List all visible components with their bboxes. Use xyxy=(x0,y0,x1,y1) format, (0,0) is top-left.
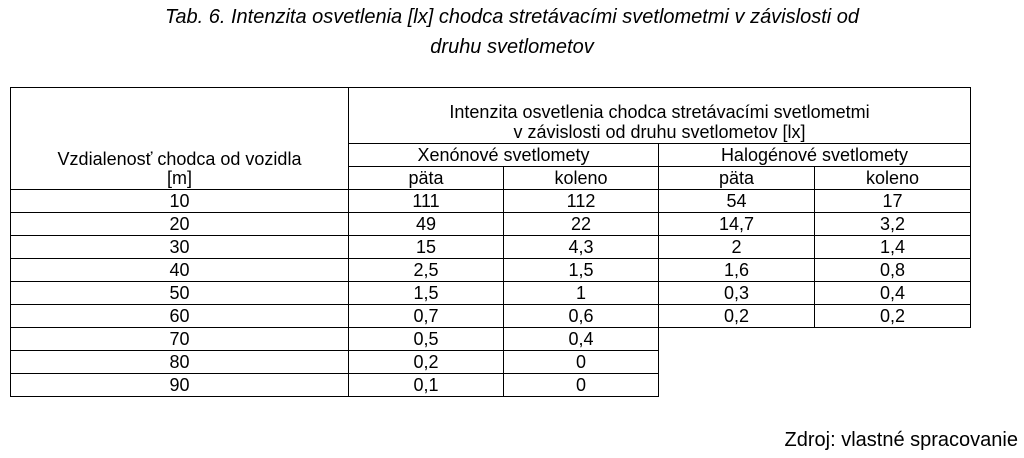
xenon-heel-cell: 0,5 xyxy=(349,328,504,351)
halogen-knee-cell: 0,4 xyxy=(815,282,971,305)
distance-cell: 10 xyxy=(11,190,349,213)
table-row xyxy=(11,190,971,213)
distance-cell: 30 xyxy=(11,236,349,259)
xenon-heel-cell: 2,5 xyxy=(349,259,504,282)
caption-line-1: Tab. 6. Intenzita osvetlenia [lx] chodca stretávacími svetlometmi v závislosti od xyxy=(164,6,859,28)
halogen-knee-cell: 0,8 xyxy=(815,259,971,282)
header-row-1 xyxy=(11,88,971,144)
xenon-knee-cell: 0,6 xyxy=(504,305,659,328)
halogen-knee-cell: 3,2 xyxy=(815,213,971,236)
distance-cell: 60 xyxy=(11,305,349,328)
distance-cell: 50 xyxy=(11,282,349,305)
empty-cell xyxy=(659,328,971,351)
intensity-header-line-2: v závislosti od druhu svetlometov [lx] xyxy=(513,122,806,142)
table-row xyxy=(11,213,971,236)
source-note: Zdroj: vlastné spracovanie xyxy=(784,429,1018,451)
header-row-2 xyxy=(11,144,971,167)
distance-cell: 40 xyxy=(11,259,349,282)
subheader-xenon-heel: päta xyxy=(349,167,504,190)
table-row xyxy=(11,328,971,351)
xenon-heel-cell: 0,7 xyxy=(349,305,504,328)
empty-cell xyxy=(659,374,971,397)
table-row xyxy=(11,236,971,259)
distance-cell: 70 xyxy=(11,328,349,351)
intensity-header-line-1: Intenzita osvetlenia chodca stretávacími svetlometmi xyxy=(449,102,870,122)
caption-line-2: druhu svetlometov xyxy=(430,36,594,58)
intensity-header xyxy=(349,88,971,144)
halogen-heel-cell: 0,3 xyxy=(659,282,815,305)
distance-header-line-2: [m] xyxy=(167,168,192,188)
subheader-halogen-heel: päta xyxy=(659,167,815,190)
halogen-knee-cell: 0,2 xyxy=(815,305,971,328)
xenon-knee-cell: 112 xyxy=(504,190,659,213)
xenon-knee-cell: 4,3 xyxy=(504,236,659,259)
halogen-knee-cell: 1,4 xyxy=(815,236,971,259)
xenon-heel-cell: 49 xyxy=(349,213,504,236)
xenon-knee-cell: 1,5 xyxy=(504,259,659,282)
distance-header-top xyxy=(11,88,349,144)
distance-cell: 80 xyxy=(11,351,349,374)
xenon-knee-cell: 0 xyxy=(504,374,659,397)
xenon-heel-cell: 0,2 xyxy=(349,351,504,374)
empty-cell xyxy=(659,351,971,374)
distance-header xyxy=(11,144,349,190)
halogen-heel-cell: 14,7 xyxy=(659,213,815,236)
halogen-heel-cell: 54 xyxy=(659,190,815,213)
distance-header-line-1: Vzdialenosť chodca od vozidla xyxy=(57,149,302,169)
group-header-halogen: Halogénové svetlomety xyxy=(659,144,971,167)
xenon-heel-cell: 111 xyxy=(349,190,504,213)
table-caption xyxy=(0,2,1024,62)
xenon-knee-cell: 0 xyxy=(504,351,659,374)
xenon-knee-cell: 1 xyxy=(504,282,659,305)
xenon-heel-cell: 1,5 xyxy=(349,282,504,305)
group-header-xenon: Xenónové svetlomety xyxy=(349,144,659,167)
halogen-heel-cell: 2 xyxy=(659,236,815,259)
subheader-halogen-knee: koleno xyxy=(815,167,971,190)
distance-cell: 90 xyxy=(11,374,349,397)
xenon-heel-cell: 0,1 xyxy=(349,374,504,397)
table-row xyxy=(11,351,971,374)
table-row xyxy=(11,374,971,397)
table-row xyxy=(11,305,971,328)
subheader-xenon-knee: koleno xyxy=(504,167,659,190)
xenon-knee-cell: 22 xyxy=(504,213,659,236)
distance-cell: 20 xyxy=(11,213,349,236)
illuminance-table xyxy=(10,87,971,397)
table-row xyxy=(11,259,971,282)
halogen-heel-cell: 1,6 xyxy=(659,259,815,282)
halogen-knee-cell: 17 xyxy=(815,190,971,213)
halogen-heel-cell: 0,2 xyxy=(659,305,815,328)
xenon-heel-cell: 15 xyxy=(349,236,504,259)
xenon-knee-cell: 0,4 xyxy=(504,328,659,351)
table-row xyxy=(11,282,971,305)
